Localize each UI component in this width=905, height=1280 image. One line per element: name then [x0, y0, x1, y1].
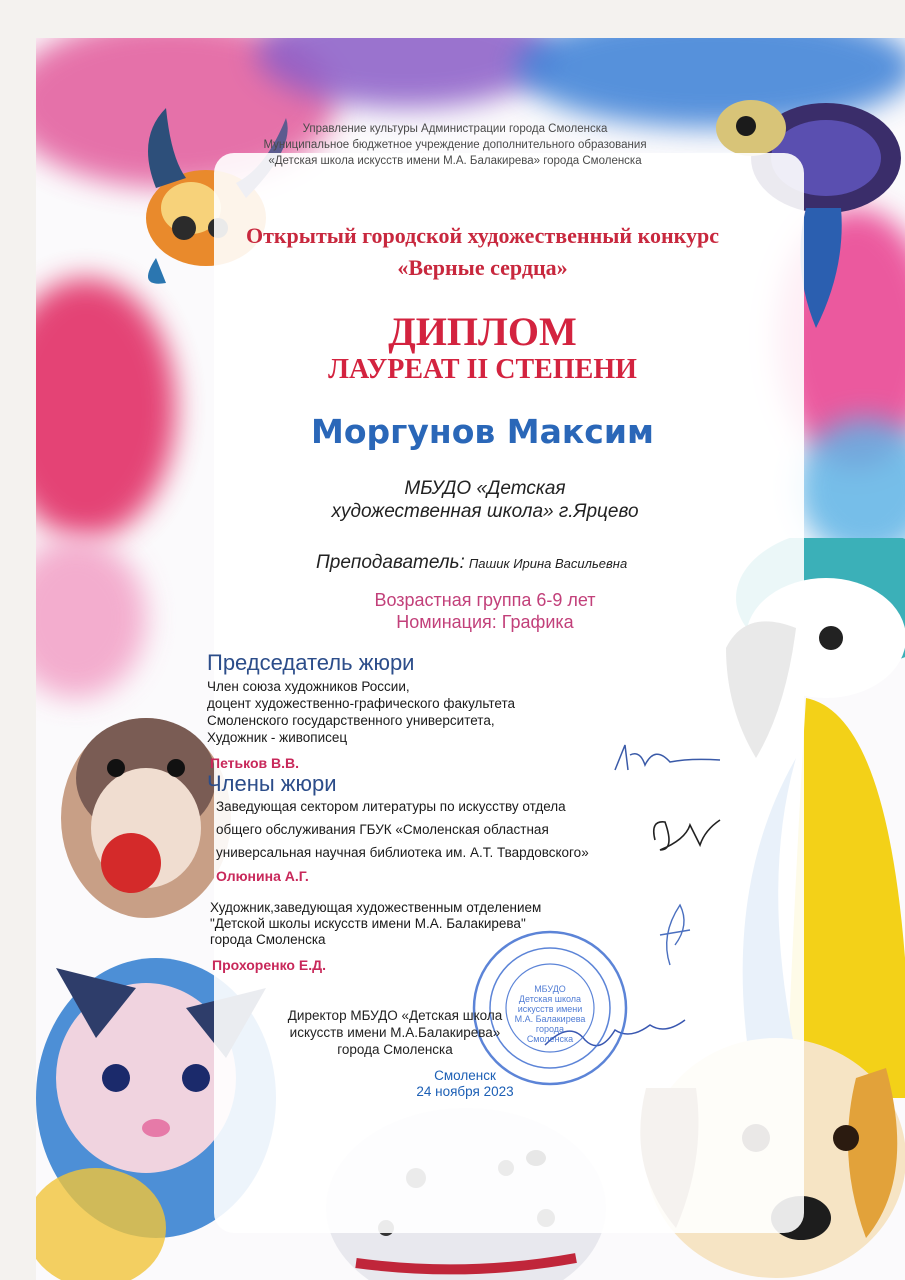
signature-member1 — [645, 810, 725, 860]
teacher-label: Преподаватель: — [316, 552, 465, 573]
jury-chair-desc: Член союза художников России, — [207, 679, 410, 694]
jury-member1-name: Олюнина А.Г. — [216, 868, 309, 884]
jury-member2-desc: Художник,заведующая художественным отделением — [210, 900, 542, 915]
footer-city: Смоленск — [434, 1068, 496, 1083]
contest-name: «Верные сердца» — [397, 255, 568, 280]
jury-member1-desc: универсальная научная библиотека им. А.Т. Твардовского» — [216, 845, 589, 860]
director-line-2: искусств имени М.А.Балакирева» — [289, 1025, 501, 1040]
jury-chair-heading: Председатель жюри — [207, 650, 415, 675]
school-line-1: МБУДО «Детская — [404, 478, 566, 499]
header-institution: Муниципальное бюджетное учреждение дополнительного образования — [263, 139, 647, 151]
jury-members-heading: Члены жюри — [207, 771, 337, 796]
jury-member1-desc: общего обслуживания ГБУК «Смоленская областная — [216, 822, 549, 837]
nomination: Номинация: Графика — [396, 612, 574, 632]
jury-chair-desc: Смоленского государственного университета, — [207, 713, 495, 728]
stamp-center-text: Детская школа — [518, 994, 582, 1004]
jury-member1-desc: Заведующая сектором литературы по искусству отдела — [216, 799, 566, 814]
watercolor-splash — [36, 278, 176, 538]
director-line-1: Директор МБУДО «Детская школа — [287, 1008, 503, 1023]
jury-member2-desc: "Детской школы искусств имени М.А. Балакирева" — [210, 916, 526, 931]
diploma-degree: ЛАУРЕАТ II СТЕПЕНИ — [328, 354, 637, 385]
contest-title: Открытый городской художественный конкурс — [245, 223, 720, 248]
stamp-center-text: искусств имени — [517, 1004, 583, 1014]
teacher-name: Пашик Ирина Васильевна — [468, 556, 628, 571]
jury-chair-name: Петьков В.В. — [210, 755, 299, 771]
stamp-center-text: города — [535, 1024, 565, 1034]
director-line-3: города Смоленска — [337, 1042, 453, 1057]
stamp-center-text: Смоленска — [526, 1034, 574, 1044]
diploma-title: ДИПЛОМ — [388, 309, 577, 354]
header-administration: Управление культуры Администрации города Смоленска — [302, 123, 608, 135]
jury-chair-desc: Художник - живописец — [207, 730, 348, 745]
school-line-2: художественная школа» г.Ярцево — [331, 501, 639, 522]
signature-chair — [610, 740, 730, 780]
jury-chair-desc: доцент художественно-графического факультета — [207, 696, 516, 711]
recipient-name: Моргунов Максим — [311, 412, 654, 451]
hamster-illustration — [36, 668, 236, 928]
jury-member2-desc: города Смоленска — [210, 932, 326, 947]
teacher-line — [316, 552, 627, 574]
footer-date: 24 ноября 2023 — [416, 1084, 514, 1099]
header-school: «Детская школа искусств имени М.А. Балакирева» города Смоленска — [268, 155, 642, 167]
age-group: Возрастная группа 6-9 лет — [374, 590, 596, 610]
jury-member2-name: Прохоренко Е.Д. — [212, 957, 326, 973]
signature-member2 — [650, 895, 700, 975]
stamp-center-text: М.А. Балакирева — [514, 1014, 586, 1024]
stamp-center-text: МБУДО — [534, 984, 566, 994]
